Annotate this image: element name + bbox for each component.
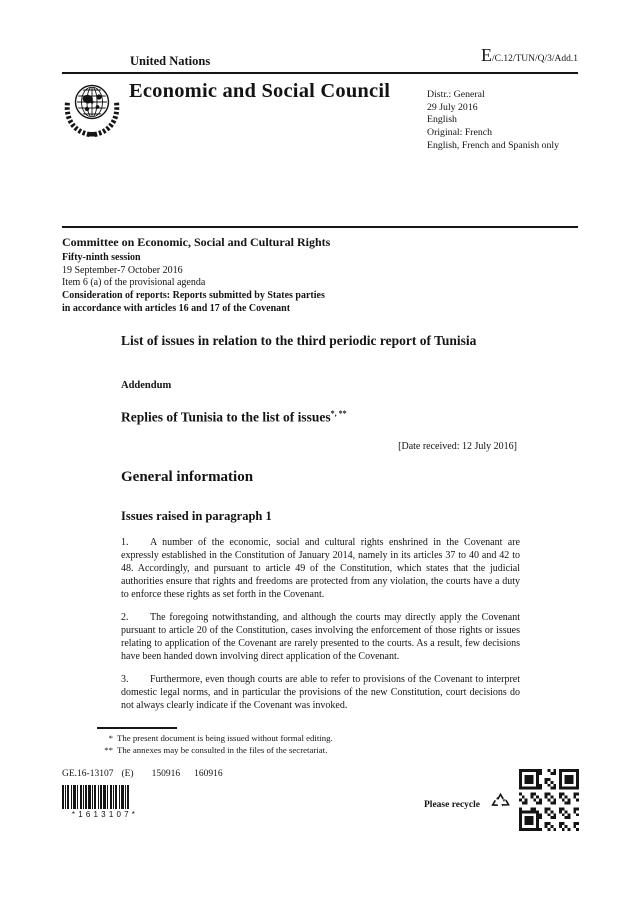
ge-date1: 150916 bbox=[151, 769, 181, 779]
agenda-item: Item 6 (a) of the provisional agenda bbox=[62, 277, 206, 289]
document-symbol bbox=[481, 45, 578, 66]
ge-date2: 160916 bbox=[194, 769, 223, 779]
footnote-rule bbox=[97, 727, 177, 729]
replies-title bbox=[121, 409, 347, 426]
footnote-1-text: The present document is being issued without formal editing. bbox=[117, 733, 333, 743]
document-symbol-rest: /C.12/TUN/Q/3/Add.1 bbox=[491, 54, 578, 64]
distr-language: English bbox=[427, 114, 457, 126]
agenda-title-line2: in accordance with articles 16 and 17 of the Covenant bbox=[62, 302, 291, 314]
paragraph-1 bbox=[121, 536, 520, 601]
distribution-block bbox=[427, 89, 559, 153]
recycle-icon bbox=[489, 790, 512, 813]
agenda-title-line1: Consideration of reports: Reports submitted by States parties bbox=[62, 290, 325, 302]
date-received: [Date received: 12 July 2016] bbox=[398, 441, 517, 452]
paragraph-2-number: 2. bbox=[121, 612, 129, 623]
footnote-1 bbox=[97, 733, 442, 745]
footnote-reference-marks: *, ** bbox=[330, 409, 347, 418]
footnote-2 bbox=[97, 745, 442, 757]
ge-number: GE.16-13107 bbox=[62, 769, 114, 779]
paragraph-3-number: 3. bbox=[121, 674, 129, 685]
qr-code-icon bbox=[519, 769, 579, 831]
org-name: United Nations bbox=[130, 54, 211, 68]
section-heading: General information bbox=[121, 469, 254, 485]
footnote-2-mark: ** bbox=[104, 744, 113, 755]
session-dates: 19 September-7 October 2016 bbox=[62, 264, 183, 276]
paragraph-2 bbox=[121, 611, 520, 663]
addendum-label: Addendum bbox=[121, 380, 172, 391]
session-block bbox=[62, 236, 542, 316]
committee-name: Committee on Economic, Social and Cultural Rights bbox=[62, 235, 331, 249]
body-paragraphs bbox=[121, 536, 520, 722]
paragraph-3-text: Furthermore, even though courts are able to refer to provisions of the Covenant to interpret domestic legal norms, and in particular the provisions of the new Constitution, court decisions do not always clearly indicate if the Covenant was invoked. bbox=[121, 674, 520, 711]
replies-title-text: Replies of Tunisia to the list of issues bbox=[121, 409, 331, 425]
recycle-label: Please recycle bbox=[424, 800, 480, 810]
subsection-heading: Issues raised in paragraph 1 bbox=[121, 509, 272, 523]
council-title: Economic and Social Council bbox=[129, 80, 391, 102]
barcode-text: *1613107* bbox=[71, 810, 139, 819]
session-number: Fifty-ninth session bbox=[62, 251, 141, 263]
paragraph-1-text: A number of the economic, social and cultural rights enshrined in the Covenant are expressly established in the Constitution of January 2014, namely in its articles 37 to 40 and 42 to 48. Accordingly, and pursuant to article 49 of the Constitution, which states that the judicial authorities ensure that rights and freedoms are protected from any violation, the courts have a duty to enforce these rights as set forth in the Covenant. bbox=[121, 537, 520, 600]
footnote-2-text: The annexes may be consulted in the files of the secretariat. bbox=[117, 744, 328, 755]
section-rule bbox=[62, 226, 578, 228]
paragraph-2-text: The foregoing notwithstanding, and although the courts may directly apply the Covenant pursuant to article 20 of the Constitution, cases involving the enforcement of those rights or issues relating to application of the Covenant are rarely presented to the courts. As a result, few decisions have been handed down involving direct application of the Covenant. bbox=[121, 612, 520, 662]
ge-edition: (E) bbox=[121, 769, 134, 779]
footnotes bbox=[97, 733, 442, 757]
header-rule bbox=[62, 72, 578, 74]
distr-line: Distr.: General bbox=[427, 89, 485, 100]
footnote-1-mark: * bbox=[108, 733, 113, 743]
distr-languages-only: English, French and Spanish only bbox=[427, 139, 559, 151]
distr-original: Original: French bbox=[427, 127, 493, 139]
distr-date: 29 July 2016 bbox=[427, 101, 478, 113]
barcode bbox=[62, 785, 146, 809]
un-emblem-icon bbox=[60, 76, 124, 140]
document-symbol-prefix: E bbox=[480, 45, 492, 65]
ge-reference bbox=[62, 769, 223, 779]
report-title: List of issues in relation to the third periodic report of Tunisia bbox=[121, 333, 477, 348]
paragraph-1-number: 1. bbox=[121, 537, 129, 548]
paragraph-3 bbox=[121, 673, 520, 712]
